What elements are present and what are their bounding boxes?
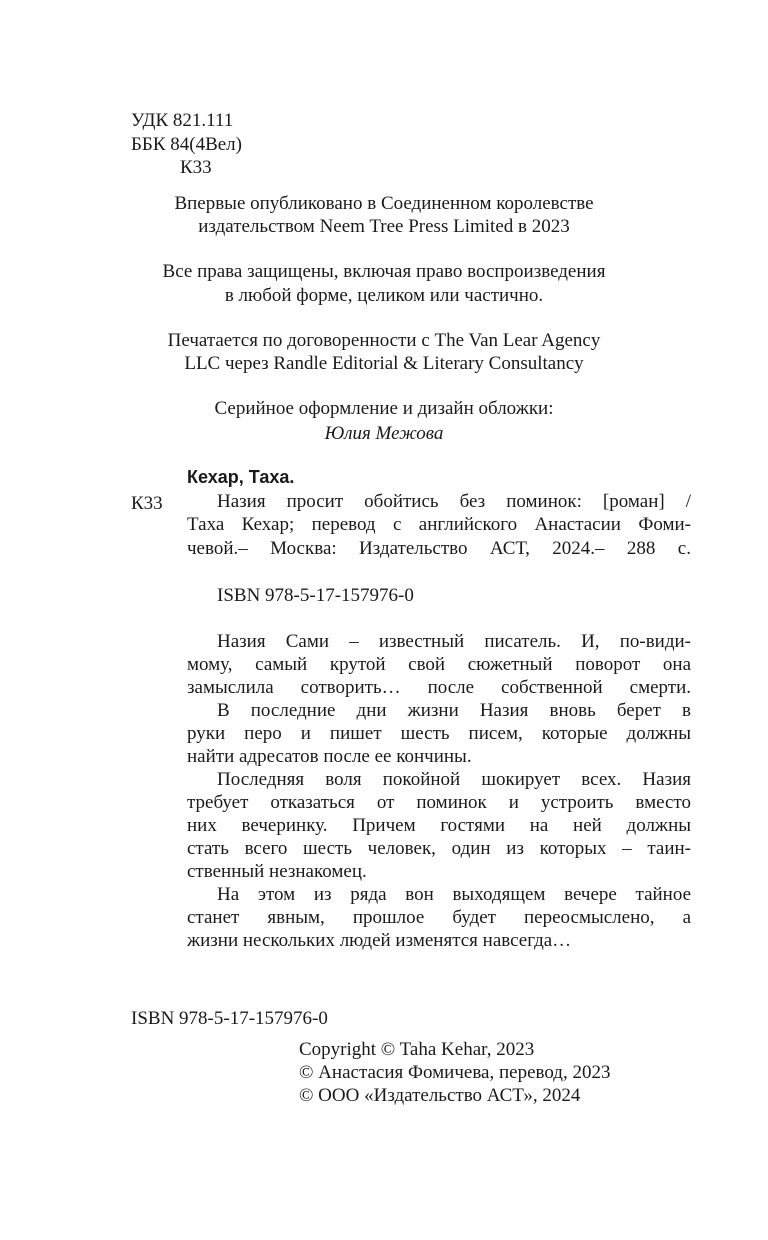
author-mark: К33	[180, 157, 212, 178]
first-published-line-1: Впервые опубликовано в Соединенном королевстве	[174, 193, 594, 214]
footer-isbn: ISBN 978-5-17-157976-0	[131, 1008, 328, 1029]
annotation-line: них вечеринку. Причем гостями на ней должны	[187, 815, 691, 836]
annotation-line: найти адресатов после ее кончины.	[187, 746, 472, 767]
agency-line-1: Печатается по договоренности с The Van Lear Agency	[167, 330, 601, 351]
annotation-line: руки перо и пишет шесть писем, которые должны	[187, 723, 691, 744]
annotation-line: требует отказаться от поминок и устроить вместо	[187, 792, 691, 813]
annotation-line: стать всего шесть человек, один из которых – таин-	[187, 838, 691, 859]
first-published-line-2: издательством Neem Tree Press Limited в 2023	[198, 216, 570, 237]
bbk-code: ББК 84(4Вел)	[131, 134, 242, 155]
annotation-line: Последняя воля покойной шокирует всех. Назия	[217, 769, 691, 790]
annotation-line: На этом из ряда вон выходящем вечере тайное	[217, 884, 691, 905]
annotation-line: ственный незнакомец.	[187, 861, 367, 882]
annotation-line: замыслила сотворить… после собственной смерти.	[187, 677, 691, 698]
agency-line-2: LLC через Randle Editorial & Literary Consultancy	[184, 353, 584, 374]
design-label: Серийное оформление и дизайн обложки:	[214, 398, 554, 419]
udk-code: УДК 821.111	[131, 110, 234, 131]
description-line-3: чевой.– Москва: Издательство АСТ, 2024.– 288 с.	[187, 538, 691, 559]
annotation-line: станет явным, прошлое будет переосмыслено, а	[187, 907, 691, 928]
catalog-mark: К33	[131, 493, 163, 514]
annotation-line: жизни нескольких людей изменятся навсегда…	[187, 930, 572, 951]
copyright-author: Copyright © Taha Kehar, 2023	[299, 1039, 535, 1060]
designer-name: Юлия Межова	[324, 423, 444, 444]
catalog-isbn: ISBN 978-5-17-157976-0	[217, 585, 414, 606]
copyright-translation: © Анастасия Фомичева, перевод, 2023	[299, 1062, 611, 1083]
annotation-line: В последние дни жизни Назия вновь берет в	[217, 700, 691, 721]
description-line-2: Таха Кехар; перевод с английского Анастасии Фоми-	[187, 514, 691, 535]
rights-line-1: Все права защищены, включая право воспроизведения	[162, 261, 606, 282]
annotation-line: мому, самый крутой свой сюжетный поворот она	[187, 654, 691, 675]
annotation-line: Назия Сами – известный писатель. И, по-види-	[217, 631, 691, 652]
description-line-1: Назия просит обойтись без поминок: [роман] /	[217, 491, 691, 512]
author-heading: Кехар, Таха.	[187, 467, 295, 487]
rights-line-2: в любой форме, целиком или частично.	[224, 285, 544, 306]
copyright-publisher: © ООО «Издательство АСТ», 2024	[299, 1085, 581, 1106]
